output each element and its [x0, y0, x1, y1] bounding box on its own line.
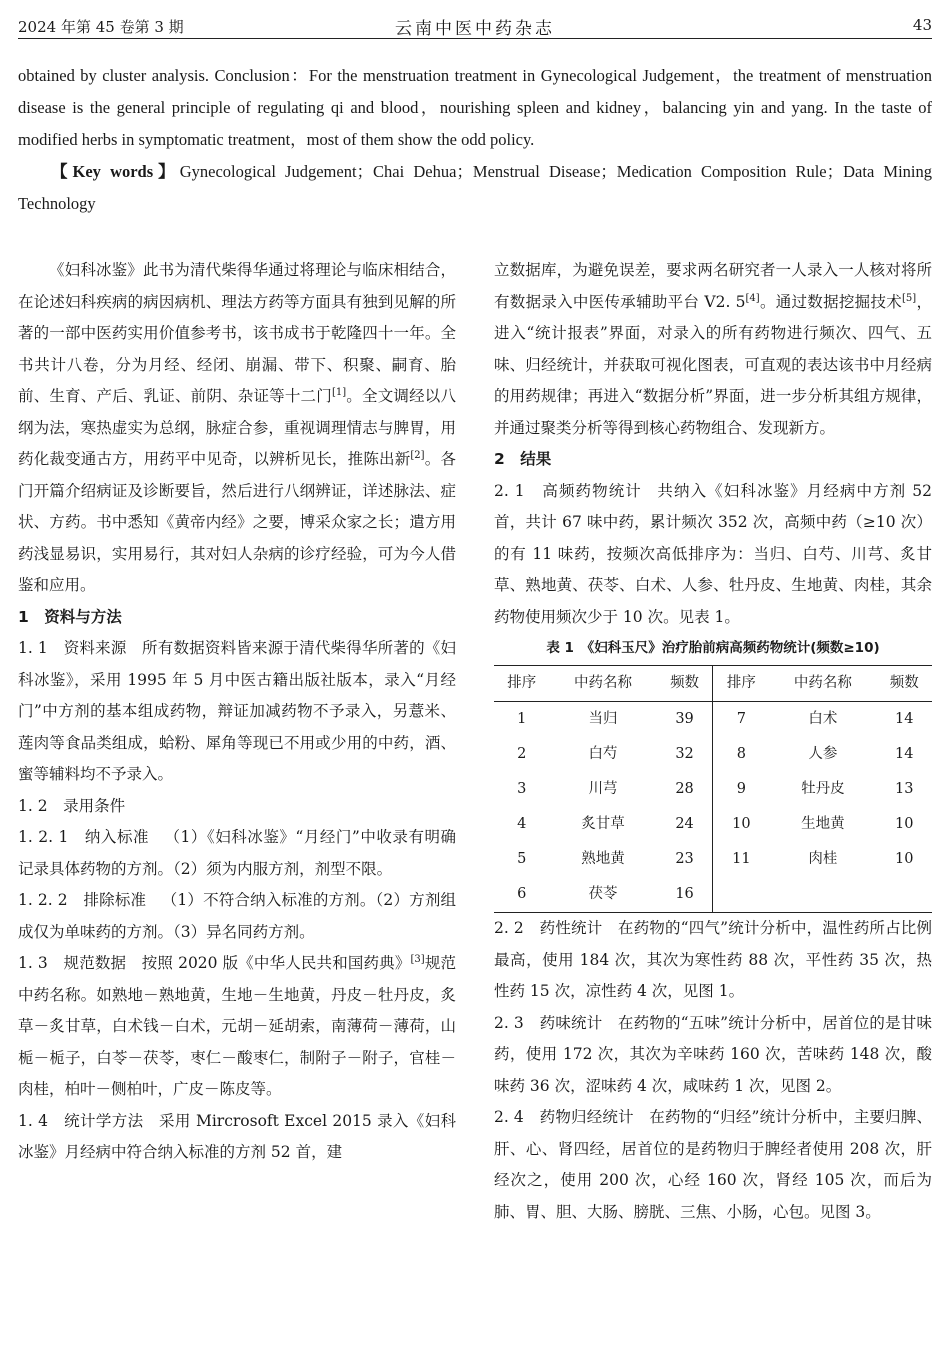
table-cell: 牡丹皮 — [801, 780, 845, 797]
keywords-text: Gynecological Judgement；Chai Dehua；Menstrual Disease；Medication Composition Rule；Data Mining Technology — [18, 162, 933, 213]
section-1-3 — [18, 948, 456, 1106]
abstract — [18, 60, 932, 220]
table-header-row — [494, 666, 932, 702]
section-2-4 — [494, 1102, 932, 1228]
section-1-3-body-a: 按照 2020 版《中华人民共和国药典》 — [141, 954, 411, 972]
methods-continuation — [494, 255, 932, 444]
table-cell: 39 — [675, 710, 694, 727]
table-cell: 9 — [713, 772, 769, 807]
section-1-2-1-title: 1. 2. 1 纳入标准 — [18, 828, 150, 846]
intro-text-a: 《妇科冰鉴》此书为清代柴得华通过将理论与临床相结合，在论述妇科疾病的病因病机、理法方药等方面具有独到见解的所著的一部中医药实用价值参考书，该书成书于乾隆四十一年。全书共计八卷，分为月经、经闭、崩漏、带下、积聚、嗣育、胎前、生育、产后、乳证、前阴、杂证等十二门 — [18, 261, 456, 405]
table-cell: 32 — [675, 745, 694, 762]
table-cell: 14 — [895, 710, 914, 727]
cont-text-c: ，进入“统计报表”界面，对录入的所有药物进行频次、四气、五味、归经统计，并获取可视化图表，可直观的表达该书中月经病的用药规律；再进入“数据分析”界面，进一步分析其组方规律，并通过聚类分析等得到核心药物组合、发现新方。 — [494, 292, 932, 437]
table-cell — [713, 877, 769, 913]
page-number: 43 — [912, 16, 932, 34]
citation-1: [1] — [331, 386, 347, 398]
left-column — [18, 255, 456, 1169]
table-cell: 8 — [713, 737, 769, 772]
herb-frequency-table — [494, 665, 932, 913]
section-1-3-body-b: 规范中药名称。如熟地－熟地黄，生地－生地黄，丹皮－牡丹皮，炙草－炙甘草，白术钱－白术，元胡－延胡索，南薄荷－薄荷，山栀－栀子，白苓－茯苓，枣仁－酸枣仁，制附子－附子，官桂－肉桂，柏叶－侧柏叶，广皮－陈皮等。 — [18, 954, 456, 1098]
section-1-2-1 — [18, 822, 456, 885]
table-cell: 16 — [675, 885, 694, 902]
citation-4: [4] — [745, 292, 760, 304]
table-cell: 13 — [895, 780, 914, 797]
table-cell: 炙甘草 — [581, 815, 625, 832]
section-1-2-2-body: （1）不符合纳入标准的方剂。（2）方剂组成仅为单味药的方剂。（3）异名同药方剂。 — [18, 891, 456, 941]
section-1-1 — [18, 633, 456, 791]
table-cell: 28 — [675, 780, 694, 797]
section-2-3 — [494, 1008, 932, 1103]
table-cell: 川芎 — [588, 780, 618, 797]
section-1-3-title: 1. 3 规范数据 — [18, 954, 127, 972]
keywords — [18, 156, 932, 220]
section-2-2-body: 在药物的“四气”统计分析中，温性药所占比例最高，使用 184 次，其次为寒性药 88 次，平性药 35 次，热性药 15 次，凉性药 4 次，见图 1。 — [494, 919, 932, 1000]
cont-text-b: 。通过数据挖掘技术 — [759, 292, 903, 311]
section-1-2-2 — [18, 885, 456, 948]
section-2-2-title: 2. 2 药性统计 — [494, 919, 603, 937]
section-1-4-body: 采用 Mircrosoft Excel 2015 录入《妇科冰鉴》月经病中符合纳入标准的方剂 52 首，建 — [18, 1111, 457, 1161]
table-cell: 14 — [895, 745, 914, 762]
table-cell: 7 — [713, 702, 769, 738]
keywords-label: 【Key words】 — [51, 162, 180, 181]
table-cell: 10 — [895, 850, 914, 867]
table-cell: 10 — [713, 807, 769, 842]
citation-2: [2] — [410, 449, 425, 461]
section-2-2 — [494, 913, 932, 1008]
table-cell: 4 — [517, 815, 527, 832]
intro-paragraph — [18, 255, 456, 602]
section-1-2-1-body: （1）《妇科冰鉴》“月经门”中收录有明确记录具体药物的方剂。（2）须为内服方剂，剂型不限。 — [18, 828, 456, 878]
table-cell: 当归 — [588, 710, 618, 727]
citation-3: [3] — [410, 953, 425, 965]
table-cell: 白术 — [808, 710, 838, 727]
table-row — [494, 772, 932, 807]
table-cell: 白芍 — [588, 745, 618, 762]
table-row — [494, 807, 932, 842]
table-cell: 3 — [517, 780, 527, 797]
section-2-1-body: 共纳入《妇科冰鉴》月经病中方剂 52 首，共计 67 味中药，累计频次 352 次，高频中药（≥10 次）的有 11 味药，按频次高低排序为：当归、白芍、川芎、炙甘草、熟地黄、茯苓、白术、人参、牡丹皮、生地黄、肉桂，其余药物使用频次少于 10 次。见表 1。 — [494, 481, 933, 626]
col-header: 中药名称 — [769, 666, 876, 702]
intro-text-b: 。全文调经以八纲为法，寒热虚实为总纲，脉症合参，重视调理情志与脾胃，用药化裁变通古方，用药平中见奇，以辨析见长，推陈出新 — [18, 387, 456, 468]
section-2-4-title: 2. 4 药物归经统计 — [494, 1108, 634, 1126]
section-2-title: 2 结果 — [494, 450, 552, 468]
section-1-1-body: 所有数据资料皆来源于清代柴得华所著的《妇科冰鉴》，采用 1995 年 5 月中医古籍出版社版本，录入“月经门”中方剂的基本组成药物，辩证加减药物不予录入，另薏米、莲肉等食品类组成，蛤粉、犀角等现已不用或少用的中药，酒、蜜等辅料均不予录入。 — [18, 639, 456, 783]
col-header: 排序 — [494, 666, 549, 702]
section-2-3-body: 在药物的“五味”统计分析中，居首位的是甘味药，使用 172 次，其次为辛味药 160 次，苦味药 148 次，酸味药 36 次，涩味药 4 次，咸味药 1 次，见图 2。 — [494, 1013, 932, 1095]
col-header: 中药名称 — [549, 666, 656, 702]
table-cell — [877, 877, 932, 913]
journal-title: 云南中医中药杂志 — [395, 19, 555, 39]
running-header — [18, 14, 932, 39]
table-cell: 人参 — [808, 745, 838, 762]
issue-info: 2024 年第 45 卷第 3 期 — [18, 18, 184, 36]
table-cell: 1 — [517, 710, 527, 727]
section-1-4 — [18, 1106, 456, 1169]
right-column — [494, 255, 932, 1228]
table-cell: 11 — [713, 842, 769, 877]
citation-5: [5] — [902, 292, 917, 304]
col-header: 频数 — [657, 666, 713, 702]
table-cell: 肉桂 — [808, 850, 838, 867]
abstract-text: obtained by cluster analysis. Conclusion：For the menstruation treatment in Gynecological Judgement，the treatment of menstruation disease is the general principle of regulating qi and blood，nourishing spleen and kidney，balancing yin and yang. In the taste of modified herbs in symptomatic treatment，most of them show the odd policy. — [18, 66, 932, 149]
table-cell: 茯苓 — [588, 885, 618, 902]
table-cell: 5 — [517, 850, 527, 867]
section-1-2-title: 1. 2 录用条件 — [18, 796, 126, 815]
table-cell — [769, 877, 876, 913]
table-cell: 生地黄 — [801, 815, 845, 832]
table-cell: 熟地黄 — [581, 850, 625, 867]
table-row — [494, 702, 932, 738]
section-2-3-title: 2. 3 药味统计 — [494, 1013, 603, 1032]
cont-text-a: 立数据库，为避免误差，要求两名研究者一人录入一人核对将所有数据录入中医传承辅助平台 V2. 5 — [494, 261, 932, 311]
section-2-4-body: 在药物的“归经”统计分析中，主要归脾、肝、心、肾四经，居首位的是药物归于脾经者使用 208 次，肝经次之，使用 200 次，心经 160 次，肾经 105 次，而后为肺、胃、胆、大肠、膀胱、三焦、小肠，心包。见图 3。 — [494, 1108, 932, 1221]
table-caption: 表 1 《妇科玉尺》治疗胎前病高频药物统计(频数≥10) — [546, 640, 880, 656]
section-1-title: 1 资料与方法 — [18, 607, 122, 626]
section-2-1 — [494, 476, 932, 634]
section-1-2-2-title: 1. 2. 2 排除标准 — [18, 891, 147, 909]
section-1-1-title: 1. 1 资料来源 — [18, 639, 127, 657]
section-2-1-title: 2. 1 高频药物统计 — [494, 481, 642, 500]
table-cell: 24 — [675, 815, 694, 832]
table-cell: 6 — [517, 885, 527, 902]
table-cell: 23 — [675, 850, 694, 867]
col-header: 排序 — [713, 666, 769, 702]
table-row — [494, 842, 932, 877]
table-cell: 10 — [895, 815, 914, 832]
section-1-4-title: 1. 4 统计学方法 — [18, 1111, 144, 1130]
table-cell: 2 — [517, 745, 527, 762]
col-header: 频数 — [877, 666, 932, 702]
table-row — [494, 877, 932, 913]
intro-text-c: 。各门开篇介绍病证及诊断要旨，然后进行八纲辨证，详述脉法、症状、方药。书中悉知《黄帝内经》之要，博采众家之长；遣方用药浅显易识，实用易行，其对妇人杂病的诊疗经验，可为今人借鉴和应用。 — [18, 450, 456, 594]
table-row — [494, 737, 932, 772]
